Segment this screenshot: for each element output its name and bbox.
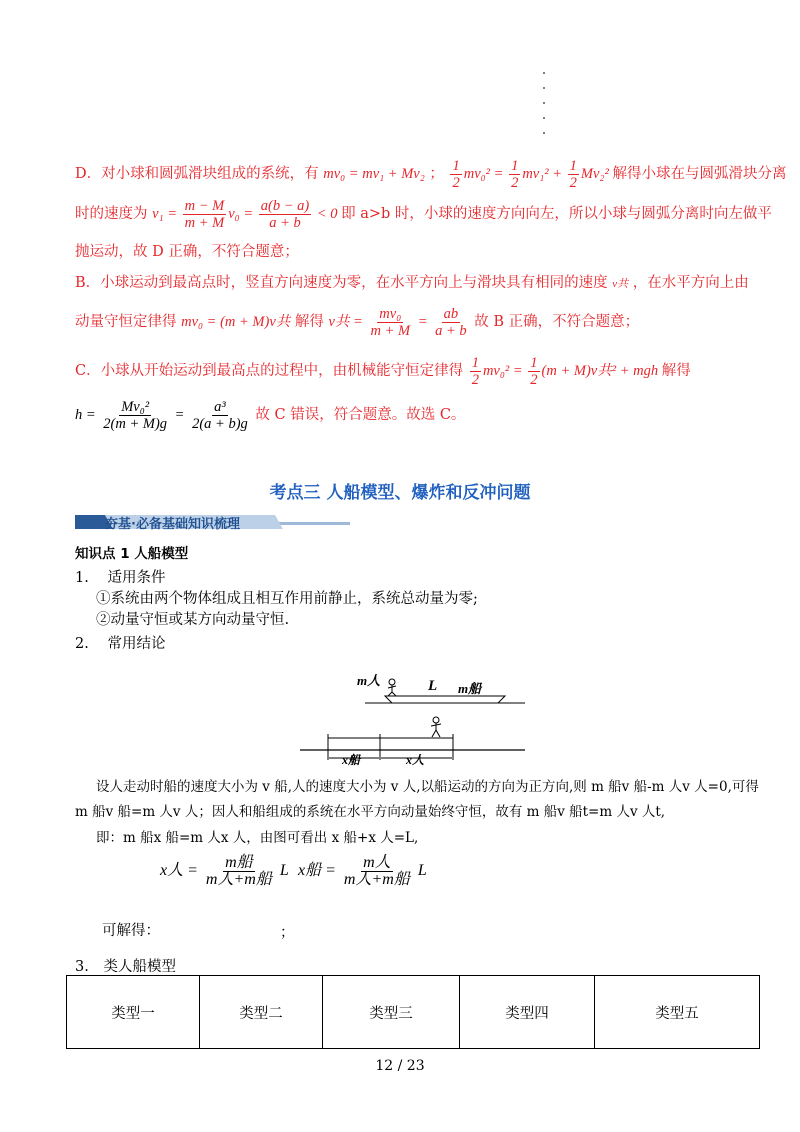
item-2-label: 常用结论 (107, 636, 166, 652)
para-2: m 船v 船=m 人v 人；因人和船组成的系统在水平方向动量始终守恒，故有 m 船v 船t=m 人v 人t, (75, 804, 666, 820)
condition-2: ②动量守恒或某方向动量守恒. (96, 612, 290, 628)
para-3: 即：m 船x 船=m 人x 人，由图可看出 x 船+x 人=L, (96, 830, 419, 846)
b-vcommon: v共 (612, 278, 629, 290)
section-b-line2 (75, 306, 639, 339)
item-3-label: 类人船模型 (103, 959, 176, 975)
kp1-title: 知识点 1 人船模型 (75, 546, 189, 562)
section-heading: 考点三 人船模型、爆炸和反冲问题 (269, 483, 531, 503)
d-v1-formula: v₁ = $\frac{m - M}{m + M}$ v₀ = $\frac{a(b - a)}{a + b}$ < 0 (152, 198, 338, 231)
condition-1: ①系统由两个物体组成且相互作用前静止，系统总动量为零; (96, 591, 478, 607)
label-L: L (428, 678, 438, 694)
label-x-boat: x船 (342, 753, 361, 767)
banner-label: 夯基·必备基础知识梳理 (105, 517, 240, 532)
d-eq2: $\frac{1}{2}$ mv₀² = $\frac{1}{2}$ mv₁² + $\frac{1}{2}$ Mv₂² (452, 158, 609, 191)
formula-x-person: x人 = $\frac{\text{m船}}{\text{m人+m船}}$ L (160, 854, 289, 888)
c-h-formula: h = $\frac{\text{Mv₀²}}{2(m + M)g}$ = $\frac{\text{a³}}{2(a + b)g}$ (75, 399, 248, 432)
d-eq1: mv₀ = mv₁ + Mv₂ (323, 165, 425, 182)
b-eq: mv₀ = (m + M)v共 (181, 313, 291, 330)
d-line2-suffix: 即 a>b 时，小球的速度方向向左，所以小球与圆弧分离时向左做平 (341, 205, 772, 222)
b-vformula: v共 = $\frac{\text{mv₀}}{m + M}$ = $\frac{ab}{a + b}$ (328, 306, 467, 339)
page-number: 12 / 23 (375, 1058, 425, 1074)
c-eq: $\frac{1}{2}$ mv₀² = $\frac{1}{2}$ (m + M)v共² + mgh (471, 355, 659, 388)
item-3-num: 3. (75, 959, 89, 975)
b-line2-suffix: 故 B 正确，不符合题意； (474, 313, 640, 330)
b-line2-prefix: 动量守恒定律得 (75, 313, 177, 330)
section-b-line1 (75, 272, 749, 295)
table-row (67, 976, 760, 1049)
b-solve: 解得 (294, 313, 324, 330)
boat-diagram (300, 668, 530, 768)
section-banner (75, 511, 350, 533)
label-x-person: x人 (406, 753, 425, 767)
b-line1: B．小球运动到最高点时，竖直方向速度为零，在水平方向上与滑块具有相同的速度 (75, 275, 608, 291)
solve-end: ； (280, 925, 295, 941)
section-d-line2 (75, 198, 772, 231)
section-d-line3: 抛运动，故 D 正确，不符合题意； (75, 244, 299, 260)
item-2-num: 2. (75, 636, 89, 652)
table-cell-type1: 类型一 (67, 976, 200, 1049)
para-1: 设人走动时船的速度大小为 v 船,人的速度大小为 v 人,以船运动的方向为正方向,则 m 船v 船-m 人v 人=0,可得 (96, 779, 759, 795)
table-cell-type2: 类型二 (200, 976, 323, 1049)
section-c-line2 (75, 399, 465, 432)
section-c-line1 (75, 355, 691, 388)
item-1-label: 适用条件 (107, 570, 166, 586)
c-line2-suffix: 故 C 错误，符合题意。故选 C。 (255, 406, 466, 423)
solve-label: 可解得： (102, 923, 160, 939)
item-1 (75, 567, 165, 589)
d-line1-prefix: D．对小球和圆弧滑块组成的系统，有 (75, 165, 319, 182)
c-line1-suffix: 解得 (661, 362, 691, 379)
item-1-num: 1. (75, 570, 89, 586)
types-table (66, 975, 760, 1049)
d-line2-prefix: 时的速度为 (75, 205, 148, 222)
section-d-line1 (75, 158, 786, 191)
c-line1-prefix: C．小球从开始运动到最高点的过程中，由机械能守恒定律得 (75, 362, 464, 379)
table-cell-type3: 类型三 (323, 976, 460, 1049)
table-cell-type4: 类型四 (460, 976, 595, 1049)
margin-dots (543, 72, 545, 147)
d-sep1: ； (429, 165, 444, 182)
label-m-boat: m船 (458, 681, 482, 696)
formula-x-boat: x船 = $\frac{\text{m人}}{\text{m人+m船}}$ L (298, 854, 427, 888)
item-2 (75, 633, 165, 655)
b-line1-suffix: ，在水平方向上由 (632, 275, 749, 291)
label-m-person: m人 (357, 673, 381, 688)
d-line1-suffix: 解得小球在与圆弧滑块分离 (612, 165, 787, 182)
table-cell-type5: 类型五 (595, 976, 760, 1049)
